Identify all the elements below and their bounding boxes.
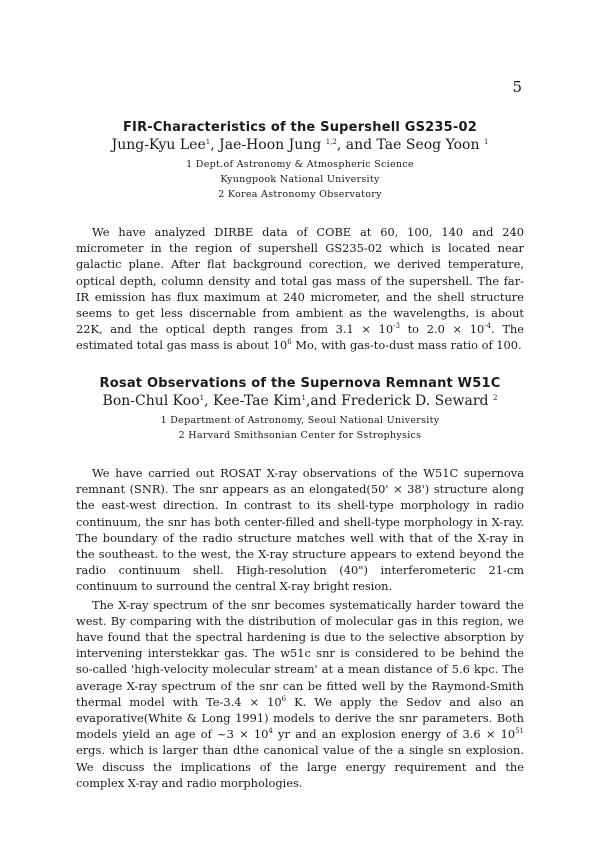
author-name: and Tae Seog Yoon [345,137,480,153]
page-number: 5 [512,78,522,96]
author-affiliation-mark: 1 [483,138,489,146]
paper-title: Rosat Observations of the Supernova Remnant W51C [99,376,501,391]
affiliation-line: 1 Dept.of Astronomy & Atmospheric Science [186,159,414,170]
author-name: Jung-Kyu Lee [111,137,206,153]
abstract-paragraph: We have carried out ROSAT X-ray observations of the W51C supernova remnant (SNR). The snr appears as an elongated(50' × 38') structure along the east-west direction. In contrast to its shell-type morphology in radio continuum, the snr has both center-filled and shell-type morphology in X-ray. The boundary of the radio structure matches well with that of the X-ray in the southeast. to the west, the X-ray structure appears to extend beyond the radio continuum shell. High-resolution (40") interferometeric 21-cm continuum to surround the central X-ray bright resion. [76,466,524,594]
author-list: Jung-Kyu Lee$^1$, Jae-Hoon Jung $^{1,2}$, and Tae Seog Yoon $^1$ [111,137,489,153]
affiliation-line: 1 Department of Astronomy, Seoul National University [160,415,440,426]
author-name: and Frederick D. Seward [310,393,489,409]
affiliations [76,157,524,202]
abstract-paragraph: The X-ray spectrum of the snr becomes systematically harder toward the west. By comparing with the distribution of molecular gas in this region, we have found that the spectral hardening is due to the selective absorption by intervening interstekkar gas. The w51c snr is considered to be behind the so-called 'high-velocity molecular stream' at a mean distance of 5.6 kpc. The average X-ray spectrum of the snr can be fitted well by the Raymond-Smith thermal model with $Te-3.4 \times 10^6$ K. We apply the Sedov and also an evaporative(White & Long 1991) models to derive the snr parameters. Both models yield an age of ~3 × $10^4$ yr and an explosion energy of $3.6 \times 10^{51}$ ergs. which is larger than dthe canonical value of the a single sn explosion. We discuss the implications of the large energy requirement and the complex X-ray and radio morphologies. [76,597,524,790]
author-list: Bon-Chul Koo$^1$, Kee-Tae Kim$^1$,and Frederick D. Seward $^2$ [102,393,498,409]
author-name: Jae-Hoon Jung [219,137,322,153]
author-name: Kee-Tae Kim [213,393,302,409]
affiliation-line: 2 Harvard Smithsonian Center for Sstrophysics [178,430,422,441]
author-affiliation-mark: 1 [205,138,211,146]
author-name: Bon-Chul Koo [102,393,200,409]
abstract-fir-supershell [76,120,524,354]
affiliation-line: Kyungpook National University [220,174,380,185]
author-affiliation-mark: 1 [301,394,306,402]
paper-title: FIR-Characteristics of the Supershell GS235-02 [122,120,478,135]
affiliation-line: 2 Korea Astronomy Observatory [218,189,382,200]
abstract-paragraph: We have analyzed DIRBE data of COBE at 60, 100, 140 and 240 micrometer in the region of supershell GS235-02 which is located near galactic plane. After flat background corection, we derived temperature, optical depth, column density and total gas mass of the supershell. The far-IR emission has flux maximum at 240 micrometer, and the shell structure seems to get less discernable from ambient as the wavelengths, is about 22K, and the optical depth ranges from $3.1 \times 10^{-3}$ to $2.0 \times 10^{-4}$. The estimated total gas mass is about $10^6$ Mo, with gas-to-dust mass ratio of 100. [76,225,524,353]
abstract-rosat-w51c [76,376,524,791]
author-affiliation-mark: 1,2 [325,138,337,146]
affiliations [76,413,524,443]
author-affiliation-mark: 2 [492,394,498,402]
author-affiliation-mark: 1 [199,394,205,402]
